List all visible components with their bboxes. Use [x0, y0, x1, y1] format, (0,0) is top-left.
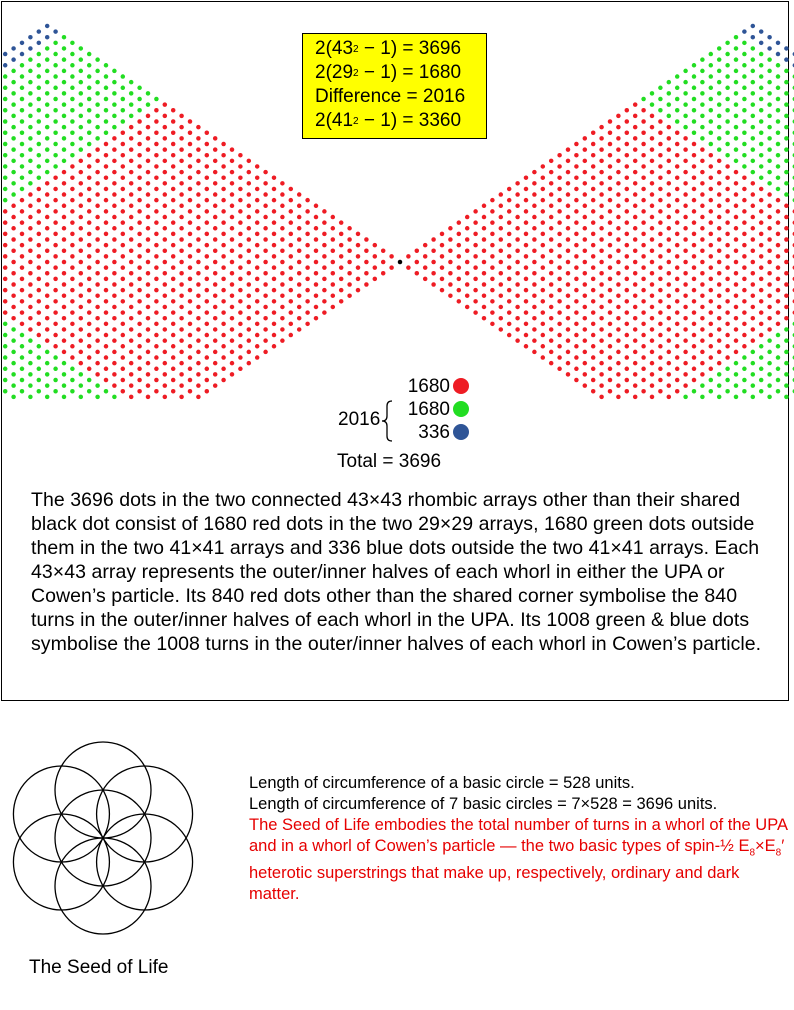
- description-text: The 3696 dots in the two connected 43×43 rhombic arrays other than their shared black dot consist of 1680 red dots in the two 29×29 arrays, 1680 green dots outside them in the two 41×41 arrays and 336 blue dots outside the two 41×41 arrays. Each 43×43 array represents the outer/inner halves of each whorl in either the UPA or Cowen’s particle. Its 840 red dots other than the shared corner symbolise the 840 turns in the outer/inner halves of each whorl in the UPA. Its 1008 green & blue dots symbolise the 1008 turns in the outer/inner halves of each whorl in Cowen’s particle.: [31, 489, 762, 655]
- dots-red: [0, 102, 794, 400]
- formula-box: [302, 33, 487, 139]
- seed-caption: The Seed of Life: [29, 957, 169, 978]
- legend-total: Total = 3696: [337, 451, 442, 472]
- formula-line-1: $2(43^2 - 1) = 3696$: [315, 38, 462, 59]
- circumference-line-1: Length of circumference of a basic circle = 528 units.: [249, 774, 635, 792]
- legend-brace-label: 2016: [338, 409, 381, 430]
- seed-explanation: [249, 773, 794, 905]
- circumference-line-2: Length of circumference of 7 basic circles = 7×528 = 3696 units.: [249, 795, 718, 813]
- seed-embodies-text: The Seed of Life embodies the total number of turns in a whorl of the UPA and in a whorl of Cowen’s particle — the two basic types of spin-½ $E_8\times E_8'$ heterotic superstrings that make up, respectively, ordinary and dark matter.: [249, 816, 788, 904]
- legend-blue-count: 336: [418, 422, 450, 443]
- legend-red-count: 1680: [407, 376, 450, 397]
- seed-of-life-icon: [0, 725, 220, 955]
- legend-brace: [380, 400, 394, 442]
- legend-blue-dot: [453, 424, 469, 440]
- legend-red-dot: [453, 378, 469, 394]
- formula-line-3: Difference = 2016: [315, 86, 466, 107]
- legend-green-dot: [453, 401, 469, 417]
- legend-green-count: 1680: [407, 399, 450, 420]
- formula-line-2: $2(29^2 - 1) = 1680$: [315, 62, 462, 83]
- dots-black: [398, 260, 403, 265]
- formula-line-4: $2(41^2 - 1) = 3360$: [315, 110, 462, 131]
